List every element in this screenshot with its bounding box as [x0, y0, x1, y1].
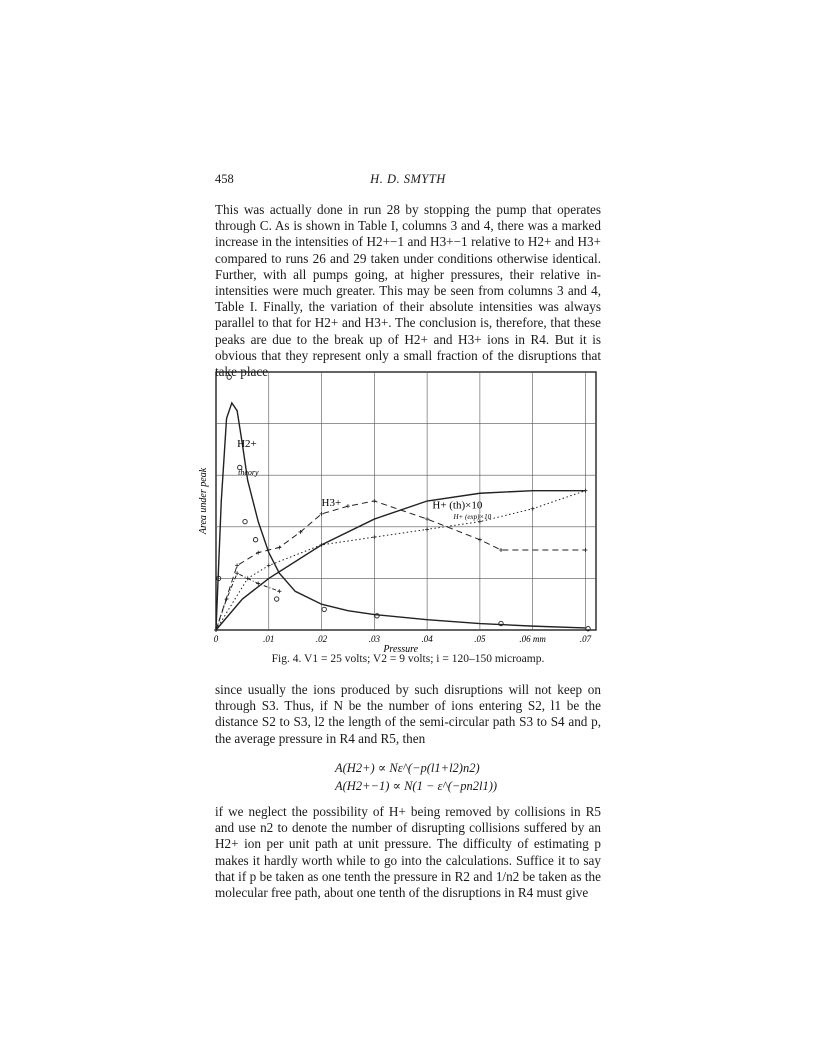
- series-line-2: [216, 501, 585, 630]
- series-marker: [583, 489, 587, 493]
- pressure-chart: [196, 366, 616, 668]
- running-head: H. D. SMYTH: [370, 172, 446, 186]
- series-line-3: [216, 491, 585, 630]
- label-theory: theory: [238, 468, 259, 478]
- x-tick-label: 0: [213, 634, 219, 644]
- label-h-plus-th: H+ (th)×10: [432, 499, 483, 512]
- series-marker: [372, 499, 376, 503]
- series-marker: [478, 538, 482, 542]
- x-tick-label: .01: [263, 634, 275, 644]
- page-number: 458: [215, 172, 234, 186]
- data-point: [274, 597, 278, 601]
- series-marker: [277, 545, 281, 549]
- figure-caption: Fig. 4. V1 = 25 volts; V2 = 9 volts; i = 120–150 microamp.: [271, 653, 545, 665]
- paragraph-3: if we neglect the possibility of H+ being removed by collisions in R5 and use n2 to denote the number of disrupting collisions suffered by an H2+ ion per unit path at unit pressure. The difficulty of estimating p makes it hardly worth while to go into the calculations. Suffice it to say that if p be taken as one tenth the pressure in R2 and 1/n2 be taken as the molecular free path, about one tenth of the disruptions in R4 must give: [215, 804, 601, 901]
- label-h2-plus: H2+: [237, 437, 257, 450]
- label-h3-plus: H3+: [321, 497, 342, 510]
- x-tick-label: .07: [579, 634, 592, 644]
- formula-2: A(H2+−1) ∝ N(1 − ε^(−pn2l1)): [335, 779, 498, 793]
- formula-1: A(H2+) ∝ Nε^(−p(l1+l2)n2): [335, 761, 480, 775]
- series-marker: [583, 548, 587, 552]
- series-marker: [531, 507, 535, 511]
- series-line-5: [216, 573, 279, 630]
- series-marker: [235, 571, 239, 575]
- x-tick-label: .02: [315, 634, 328, 644]
- series-marker: [277, 589, 281, 593]
- series-marker: [425, 527, 429, 531]
- x-tick-label: .04: [421, 634, 433, 644]
- paragraph-2: since usually the ions produced by such disruptions will not keep on through S3. Thus, if N be the number of ions entering S2, l1 be the distance S2 to S3, l2 the length of the semi-circular path S3 to S4 and p, the average pressure in R4 and R5, then: [215, 682, 601, 746]
- label-h-plus-exp: H+ (exp)×10: [453, 513, 492, 522]
- y-axis-label: Area under peak: [198, 467, 209, 535]
- series-marker: [235, 564, 239, 568]
- series-marker: [372, 535, 376, 539]
- x-tick-label: .03: [368, 634, 380, 644]
- series-marker: [320, 512, 324, 516]
- series-line-4: [216, 491, 585, 630]
- running-header: [215, 172, 601, 194]
- data-point: [227, 375, 231, 379]
- series-line-1: [216, 403, 585, 630]
- data-point: [322, 607, 326, 611]
- series-marker: [267, 564, 271, 568]
- plot-frame: [216, 372, 596, 630]
- x-tick-label: .05: [474, 634, 486, 644]
- series-marker: [499, 548, 503, 552]
- x-axis-label: Pressure: [383, 644, 419, 655]
- data-point: [253, 538, 257, 542]
- x-tick-label: .06 mm: [519, 634, 546, 644]
- series-marker: [346, 504, 350, 508]
- series-marker: [425, 517, 429, 521]
- paragraph-1: This was actually done in run 28 by stopping the pump that operates through C. As is shown in Table I, columns 3 and 4, there was a marked increase in the intensities of H2+−1 and H3+−1 relative to H2+ and H3+ compared to runs 26 and 29 taken under conditions otherwise identical. Further, with all pumps going, at higher pressures, their relative in-intensities were much greater. This may be seen from columns 3 and 4, Table I. Finally, the variation of their absolute intensities was always parallel to that for H2+ and H3+. The conclusion is, therefore, that these peaks are due to the break up of H2+ and H3+ ions in R4. But it is obvious that they represent only a small fraction of the disruptions that take place: [215, 202, 601, 380]
- figure-4: [196, 366, 616, 668]
- data-point: [243, 519, 247, 523]
